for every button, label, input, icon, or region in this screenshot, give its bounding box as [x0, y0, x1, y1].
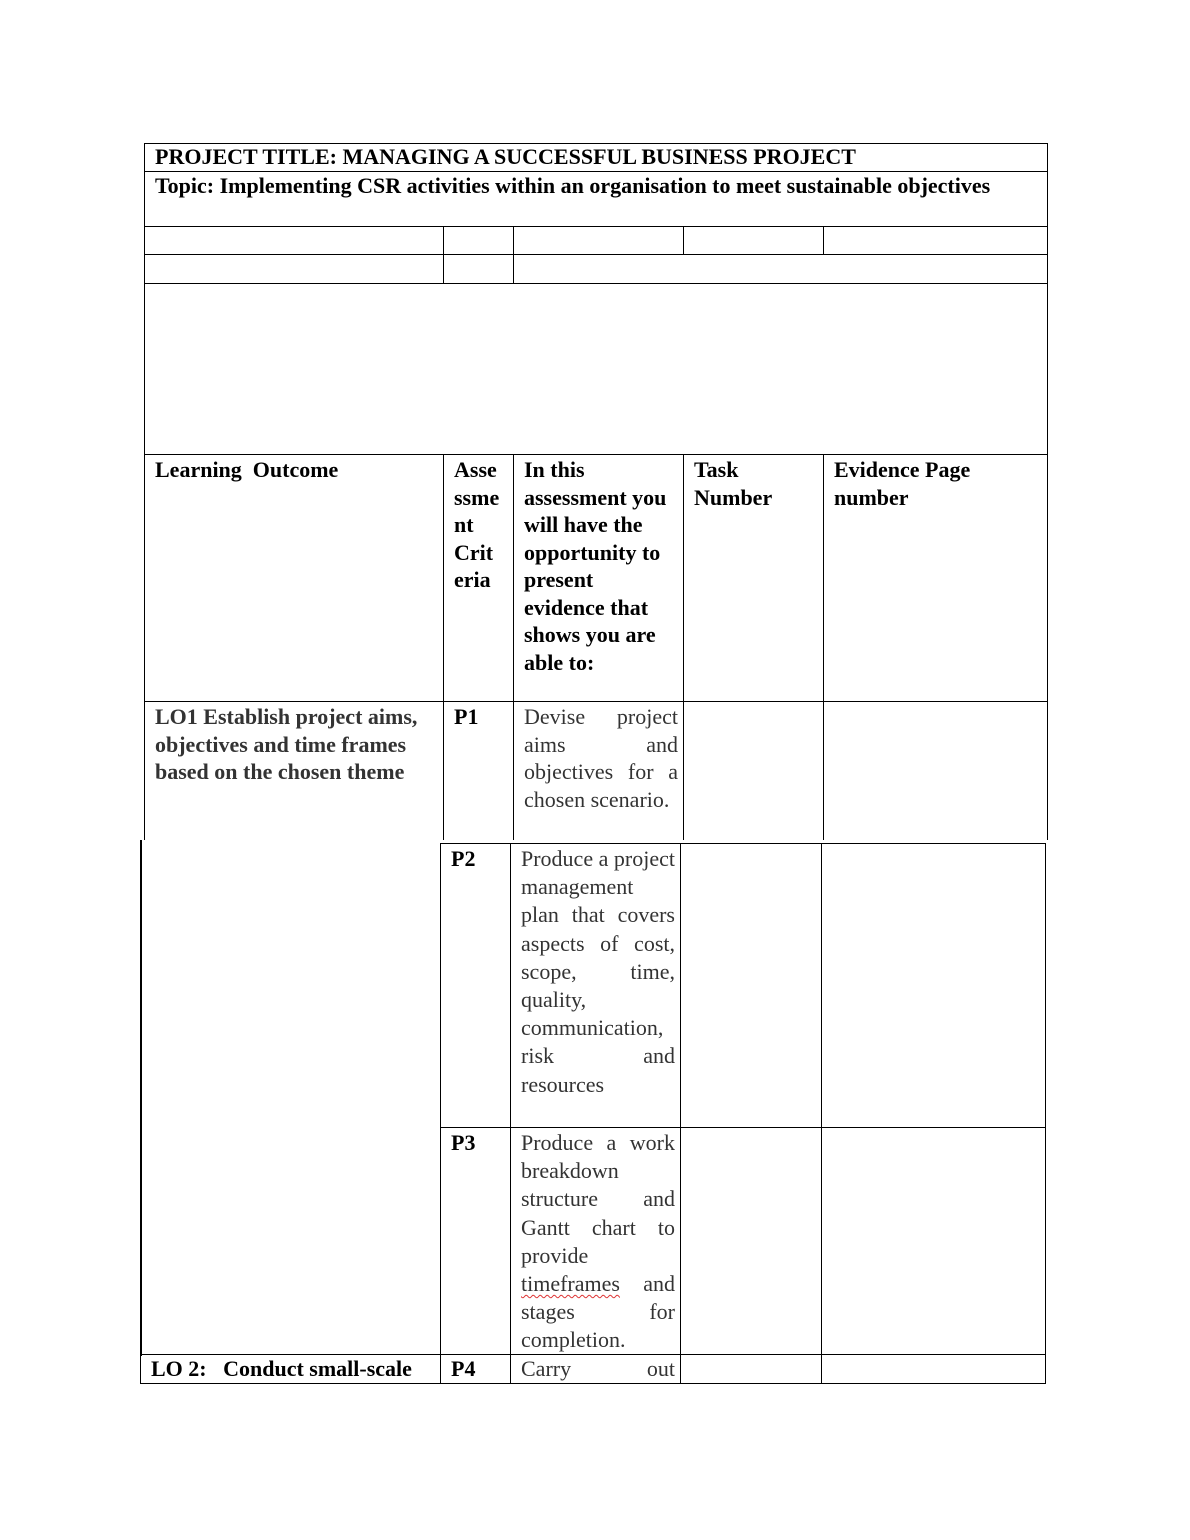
lo2-text: LO 2: Conduct small-scale — [151, 1356, 412, 1381]
header-task-number-text: Task Number — [694, 457, 773, 510]
empty-cell — [144, 226, 444, 255]
header-task-number — [683, 454, 824, 702]
header-assessment-criteria — [443, 454, 514, 702]
project-title-cell — [144, 143, 1048, 172]
empty-cell — [443, 226, 514, 255]
header-learning-outcome — [144, 454, 444, 702]
empty-cell — [443, 254, 514, 284]
lo1-text: LO1 Establish project aims, objectives and time frames based on the chosen theme — [155, 704, 418, 784]
p1-description-cell — [513, 701, 684, 840]
p1-description: Devise project aims and objectives for a chosen scenario. — [524, 704, 678, 812]
p1-criterion: P1 — [454, 704, 479, 729]
empty-cell — [513, 254, 1048, 284]
p3-criterion-cell — [440, 1127, 511, 1355]
p2-description: Produce a project management plan that covers aspects of cost, scope, time, quality, communication, risk and resources — [521, 846, 675, 1097]
p3-criterion: P3 — [451, 1130, 476, 1155]
p2-criterion: P2 — [451, 846, 476, 871]
p2-task-number-cell — [680, 843, 822, 1128]
header-evidence-page-text: Evidence Page number — [834, 457, 971, 510]
p2-criterion-cell — [440, 843, 511, 1128]
p4-task-number-cell — [680, 1354, 822, 1384]
header-evidence-page — [823, 454, 1048, 702]
p3-description-after: and stages for completion. — [521, 1271, 675, 1353]
p3-description-spellcheck-word: timeframes — [521, 1271, 620, 1297]
empty-cell — [513, 226, 684, 255]
empty-cell — [823, 226, 1048, 255]
header-learning-outcome-text: Learning Outcome — [155, 457, 339, 482]
p3-task-number-cell — [680, 1127, 822, 1355]
p4-description-cell — [510, 1354, 681, 1384]
topic-cell — [144, 171, 1048, 227]
p1-task-number-cell — [683, 701, 824, 840]
project-title: PROJECT TITLE: MANAGING A SUCCESSFUL BUSINESS PROJECT — [155, 144, 856, 169]
empty-cell — [683, 226, 824, 255]
lo2-cell — [140, 1354, 441, 1384]
p4-description: Carry out — [521, 1356, 675, 1381]
empty-cell — [144, 254, 444, 284]
p3-description-before: Produce a work breakdown structure and Gantt chart to provide — [521, 1130, 675, 1268]
header-opportunity-text: In this assessment you will have the opportunity to present evidence that shows you are able to: — [524, 457, 667, 675]
lo1-left-border-continuation — [140, 840, 142, 1356]
header-assessment-criteria-text: Asse ssme nt Crit eria — [454, 457, 500, 592]
topic-text: Topic: Implementing CSR activities within an organisation to meet sustainable objectives — [155, 173, 991, 198]
empty-block — [144, 283, 1048, 455]
p1-criterion-cell — [443, 701, 514, 840]
lo1-cell — [144, 701, 444, 840]
p4-evidence-cell — [821, 1354, 1046, 1384]
p2-evidence-cell — [821, 843, 1046, 1128]
p4-criterion-cell — [440, 1354, 511, 1384]
p3-evidence-cell — [821, 1127, 1046, 1355]
p1-evidence-cell — [823, 701, 1048, 840]
p2-description-cell — [510, 843, 681, 1128]
p4-criterion: P4 — [451, 1356, 476, 1381]
p3-description-cell — [510, 1127, 681, 1355]
header-opportunity — [513, 454, 684, 702]
